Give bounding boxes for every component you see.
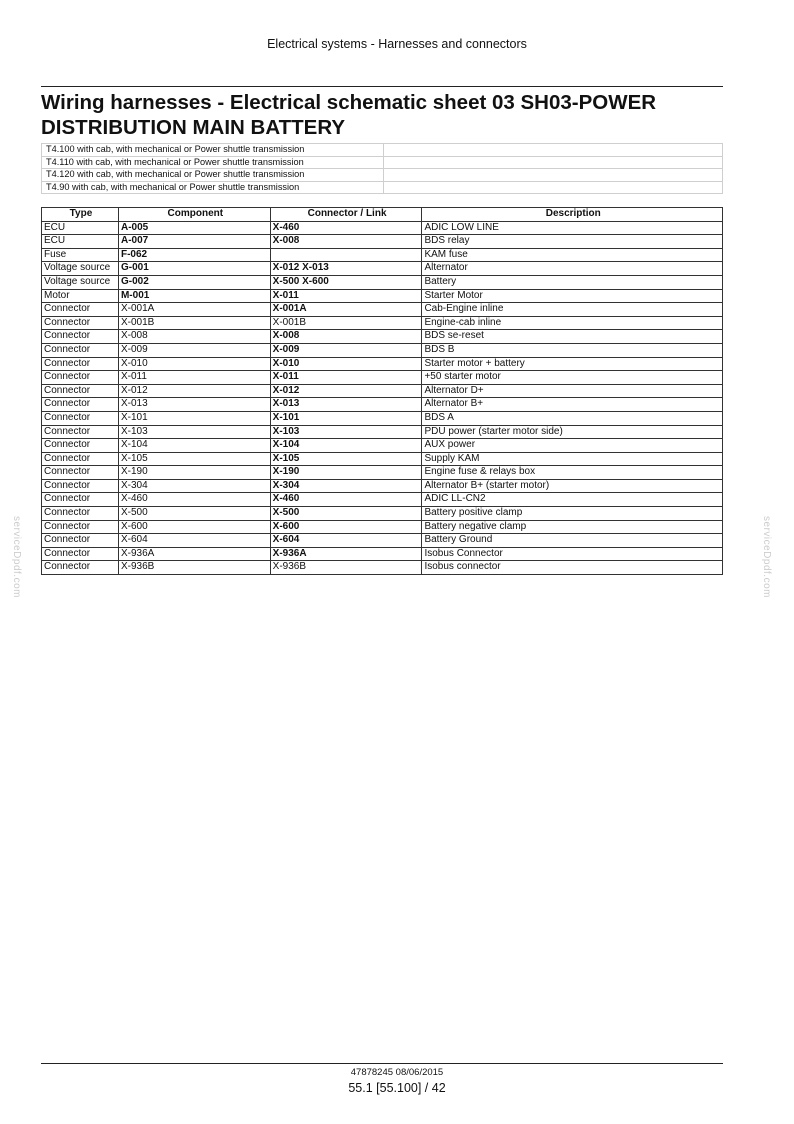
cell-component: G-002 — [118, 275, 270, 289]
table-row — [42, 411, 723, 425]
cell-description: Starter Motor — [422, 289, 723, 303]
cell-type: Connector — [42, 534, 119, 548]
cell-description: ADIC LOW LINE — [422, 221, 723, 235]
cell-component: A-005 — [118, 221, 270, 235]
cell-component: X-936B — [118, 561, 270, 575]
model-row — [42, 156, 723, 169]
cell-connector: X-105 — [270, 452, 422, 466]
cell-description: Engine fuse & relays box — [422, 466, 723, 480]
watermark-right: serviceDpdf.com — [761, 516, 772, 598]
cell-type: Connector — [42, 316, 119, 330]
table-row — [42, 235, 723, 249]
cell-type: ECU — [42, 221, 119, 235]
table-row — [42, 330, 723, 344]
table-row — [42, 507, 723, 521]
cell-connector: X-936A — [270, 547, 422, 561]
table-row — [42, 493, 723, 507]
cell-component: A-007 — [118, 235, 270, 249]
cell-description: Battery negative clamp — [422, 520, 723, 534]
cell-connector: X-500 X-600 — [270, 275, 422, 289]
cell-connector: X-001B — [270, 316, 422, 330]
table-row — [42, 547, 723, 561]
model-name: T4.120 with cab, with mechanical or Power shuttle transmission — [42, 169, 384, 182]
cell-type: Voltage source — [42, 262, 119, 276]
cell-connector: X-010 — [270, 357, 422, 371]
table-row — [42, 248, 723, 262]
footer-doc-ref: 47878245 08/06/2015 — [350, 1067, 444, 1078]
cell-type: Connector — [42, 371, 119, 385]
cell-component: X-604 — [118, 534, 270, 548]
cell-type: Connector — [42, 452, 119, 466]
cell-type: Connector — [42, 357, 119, 371]
col-header-type: Type — [42, 208, 119, 222]
cell-description: Supply KAM — [422, 452, 723, 466]
cell-description: AUX power — [422, 439, 723, 453]
table-row — [42, 357, 723, 371]
cell-type: Connector — [42, 561, 119, 575]
col-header-description: Description — [422, 208, 723, 222]
cell-connector: X-013 — [270, 398, 422, 412]
cell-component: X-304 — [118, 479, 270, 493]
cell-connector: X-011 — [270, 371, 422, 385]
cell-description: PDU power (starter motor side) — [422, 425, 723, 439]
table-row — [42, 466, 723, 480]
cell-connector: X-001A — [270, 303, 422, 317]
table-row — [42, 221, 723, 235]
cell-type: Connector — [42, 425, 119, 439]
cell-component: X-001B — [118, 316, 270, 330]
cell-component: X-460 — [118, 493, 270, 507]
table-row — [42, 561, 723, 575]
cell-description: Alternator — [422, 262, 723, 276]
cell-component: X-600 — [118, 520, 270, 534]
cell-component: X-009 — [118, 343, 270, 357]
cell-description: Battery Ground — [422, 534, 723, 548]
cell-component: X-105 — [118, 452, 270, 466]
table-row — [42, 262, 723, 276]
cell-description: Battery positive clamp — [422, 507, 723, 521]
table-row — [42, 384, 723, 398]
cell-description: BDS A — [422, 411, 723, 425]
cell-description: Engine-cab inline — [422, 316, 723, 330]
cell-component: X-012 — [118, 384, 270, 398]
cell-connector: X-600 — [270, 520, 422, 534]
page-title-line2: DISTRIBUTION MAIN BATTERY — [41, 115, 346, 139]
cell-type: Connector — [42, 520, 119, 534]
cell-connector: X-104 — [270, 439, 422, 453]
cell-component: X-008 — [118, 330, 270, 344]
cell-connector: X-103 — [270, 425, 422, 439]
cell-type: Connector — [42, 398, 119, 412]
models-table — [41, 143, 723, 194]
cell-description: Cab-Engine inline — [422, 303, 723, 317]
cell-description: BDS se-reset — [422, 330, 723, 344]
cell-component: X-500 — [118, 507, 270, 521]
cell-connector: X-008 — [270, 330, 422, 344]
cell-connector — [270, 248, 422, 262]
model-row — [42, 169, 723, 182]
cell-type: Connector — [42, 439, 119, 453]
cell-description: Isobus connector — [422, 561, 723, 575]
page-title-line1: Wiring harnesses - Electrical schematic sheet 03 SH03-POWER — [41, 91, 657, 114]
cell-type: Motor — [42, 289, 119, 303]
watermark-left: serviceDpdf.com — [11, 516, 22, 598]
cell-description: Isobus Connector — [422, 547, 723, 561]
running-header: Electrical systems - Harnesses and connectors — [267, 37, 527, 51]
cell-description: ADIC LL-CN2 — [422, 493, 723, 507]
model-name: T4.110 with cab, with mechanical or Power shuttle transmission — [42, 156, 384, 169]
cell-component: X-011 — [118, 371, 270, 385]
col-header-component: Component — [118, 208, 270, 222]
cell-connector: X-101 — [270, 411, 422, 425]
cell-component: X-936A — [118, 547, 270, 561]
cell-description: Alternator B+ (starter motor) — [422, 479, 723, 493]
table-row — [42, 316, 723, 330]
cell-type: Connector — [42, 384, 119, 398]
cell-component: X-190 — [118, 466, 270, 480]
cell-connector: X-460 — [270, 493, 422, 507]
model-empty-cell — [383, 156, 722, 169]
model-row — [42, 181, 723, 194]
table-row — [42, 520, 723, 534]
table-row — [42, 303, 723, 317]
cell-type: Fuse — [42, 248, 119, 262]
cell-connector: X-190 — [270, 466, 422, 480]
cell-description: +50 starter motor — [422, 371, 723, 385]
cell-connector: X-460 — [270, 221, 422, 235]
cell-type: Connector — [42, 343, 119, 357]
table-row — [42, 534, 723, 548]
model-empty-cell — [383, 181, 722, 194]
cell-type: Connector — [42, 411, 119, 425]
cell-connector: X-012 X-013 — [270, 262, 422, 276]
cell-type: Connector — [42, 303, 119, 317]
cell-description: KAM fuse — [422, 248, 723, 262]
cell-type: ECU — [42, 235, 119, 249]
cell-description: Alternator D+ — [422, 384, 723, 398]
cell-connector: X-936B — [270, 561, 422, 575]
table-row — [42, 398, 723, 412]
footer-rule — [41, 1063, 723, 1064]
cell-description: Starter motor + battery — [422, 357, 723, 371]
cell-description: Battery — [422, 275, 723, 289]
header-rule — [41, 86, 723, 87]
footer-page-ref: 55.1 [55.100] / 42 — [348, 1081, 446, 1095]
cell-connector: X-604 — [270, 534, 422, 548]
cell-component: M-001 — [118, 289, 270, 303]
cell-connector: X-008 — [270, 235, 422, 249]
cell-connector: X-011 — [270, 289, 422, 303]
page-title — [41, 91, 731, 140]
wiring-table — [41, 207, 723, 575]
cell-component: X-103 — [118, 425, 270, 439]
cell-type: Connector — [42, 493, 119, 507]
table-row — [42, 479, 723, 493]
cell-component: X-101 — [118, 411, 270, 425]
model-row — [42, 144, 723, 157]
cell-type: Connector — [42, 507, 119, 521]
table-row — [42, 289, 723, 303]
cell-component: X-001A — [118, 303, 270, 317]
table-row — [42, 452, 723, 466]
wiring-table-header — [42, 208, 723, 222]
cell-type: Connector — [42, 547, 119, 561]
model-name: T4.90 with cab, with mechanical or Power shuttle transmission — [42, 181, 384, 194]
cell-component: F-062 — [118, 248, 270, 262]
cell-type: Connector — [42, 479, 119, 493]
model-empty-cell — [383, 169, 722, 182]
cell-connector: X-500 — [270, 507, 422, 521]
table-row — [42, 425, 723, 439]
cell-connector: X-009 — [270, 343, 422, 357]
cell-description: BDS B — [422, 343, 723, 357]
cell-component: G-001 — [118, 262, 270, 276]
cell-connector: X-012 — [270, 384, 422, 398]
model-empty-cell — [383, 144, 722, 157]
cell-component: X-013 — [118, 398, 270, 412]
model-name: T4.100 with cab, with mechanical or Power shuttle transmission — [42, 144, 384, 157]
cell-description: BDS relay — [422, 235, 723, 249]
table-row — [42, 275, 723, 289]
cell-component: X-010 — [118, 357, 270, 371]
table-row — [42, 439, 723, 453]
table-row — [42, 371, 723, 385]
cell-type: Connector — [42, 466, 119, 480]
cell-connector: X-304 — [270, 479, 422, 493]
cell-type: Voltage source — [42, 275, 119, 289]
col-header-connector: Connector / Link — [270, 208, 422, 222]
cell-type: Connector — [42, 330, 119, 344]
table-row — [42, 343, 723, 357]
cell-component: X-104 — [118, 439, 270, 453]
cell-description: Alternator B+ — [422, 398, 723, 412]
